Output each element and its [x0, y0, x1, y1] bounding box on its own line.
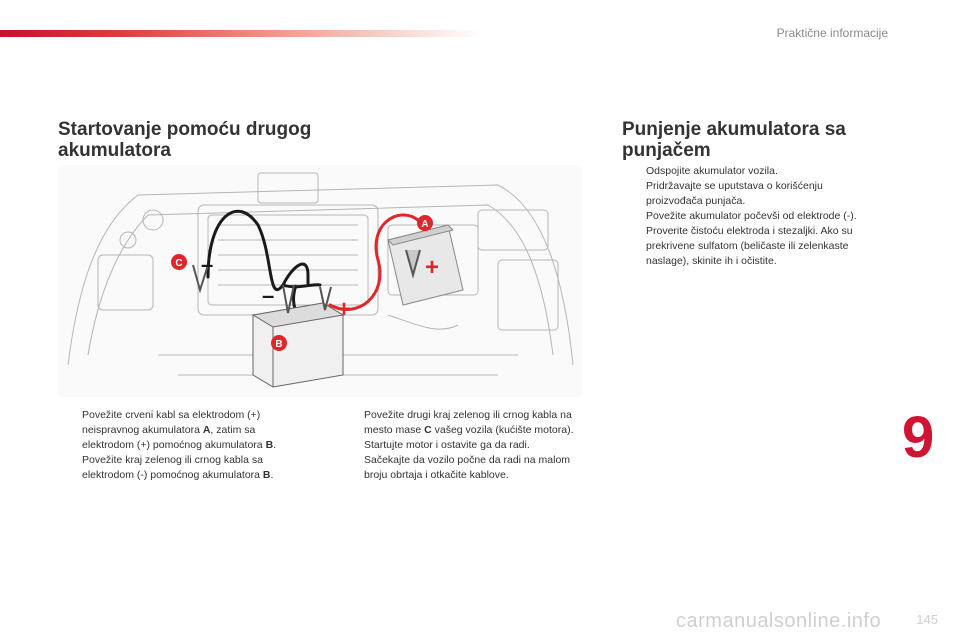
list-item: Proverite čistoću elektroda i stezaljki. Ako su prekrivene sulfatom (beličaste ili zelenkaste naslage), skinite ih i očistite. — [646, 225, 853, 267]
chapter-number: 9 — [902, 405, 935, 470]
left-title-line2: akumulatora — [58, 140, 171, 161]
svg-text:A: A — [421, 219, 429, 230]
page-number: 145 — [916, 612, 938, 627]
header-accent-bar — [0, 30, 480, 37]
list-item: Odspojite akumulator vozila. — [646, 165, 778, 177]
svg-text:B: B — [275, 339, 283, 350]
right-title-line2: punjačem — [622, 140, 711, 161]
engine-bay-illustration — [58, 165, 582, 397]
right-section-title — [622, 119, 922, 161]
right-instructions — [622, 164, 877, 269]
list-item: Pridržavajte se uputstava o korišćenju proizvođača punjača. — [646, 180, 823, 207]
booster-battery-b — [253, 303, 343, 387]
black-cable — [208, 211, 320, 289]
left-title-line1: Startovanje pomoću drugog — [58, 119, 312, 140]
minus-sign-b: – — [262, 283, 275, 308]
list-item: Povežite kraj zelenog ili crnog kabla sa elektrodom (-) pomoćnog akumulatora B. — [82, 454, 274, 481]
minus-sign-c: – — [201, 252, 214, 277]
left-section-title — [58, 119, 358, 161]
list-item: Sačekajte da vozilo počne da radi na malom broju obrtaja i otkačite kablove. — [364, 454, 571, 481]
label-b — [271, 335, 287, 351]
watermark: carmanualsonline.info — [676, 610, 882, 632]
list-item: Povežite drugi kraj zelenog ili crnog kabla na mesto mase C vašeg vozila (kućište motora). — [364, 409, 574, 436]
list-item: Povežite akumulator počevši od elektrode (-). — [646, 210, 857, 222]
label-c — [171, 254, 187, 270]
left-instructions-col1 — [58, 408, 310, 483]
svg-text:C: C — [175, 258, 183, 269]
left-instructions-col2 — [340, 408, 595, 483]
right-title-line1: Punjenje akumulatora sa — [622, 119, 846, 140]
plus-sign-b: + — [337, 296, 352, 323]
list-item: Startujte motor i ostavite ga da radi. — [364, 439, 530, 451]
section-header: Praktične informacije — [776, 26, 888, 40]
label-a — [417, 215, 433, 231]
list-item: Povežite crveni kabl sa elektrodom (+) neispravnog akumulatora A, zatim sa elektrodom (+) pomoćnog akumulatora B. — [82, 409, 277, 451]
plus-sign-a: + — [425, 254, 440, 281]
